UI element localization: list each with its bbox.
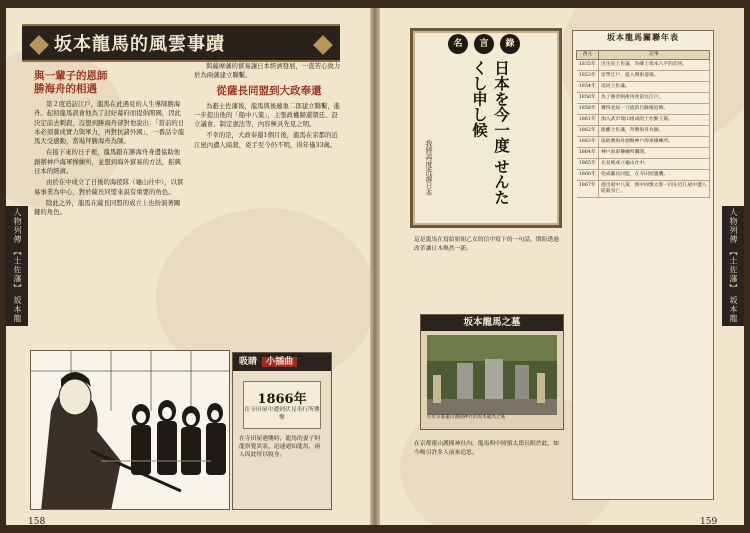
timeline-event: 獲得北辰一刀流的目錄後返鄉。 [599, 104, 710, 115]
section-heading-line: 勝海舟的相遇 [34, 83, 97, 95]
timeline-row [577, 170, 710, 181]
trivia-sidebar [232, 352, 332, 510]
trivia-label-accent: 小插曲 [262, 357, 297, 367]
timeline-year: 1858年 [577, 104, 599, 115]
left-side-tab: 人物列傳 【土佐藩】 坂本龍 [6, 206, 28, 326]
timeline-event: 協助勝海舟創辦神戶海軍操練所。 [599, 137, 710, 148]
paragraph: 第２度造訪江戶，龍馬在此遇見的人生導師勝海舟。起初龍馬誤會他為了討好幕府而提倡開國，因此決定前去刺殺，沒想到勝海舟卻對他說出：「當前的日本必須養成實力與軍力，再對抗諸外國」，一番話令龍馬大受感動，當場拜勝海舟為師。 [34, 100, 185, 146]
paragraph: 由於在中成立了日後的海援隊（龜山社中），以貿易事業為中心，對於薩長同盟來說有重要的角色。 [34, 178, 184, 196]
timeline-year: 1863年 [577, 137, 599, 148]
quote-badge: 言 [474, 34, 494, 54]
quote-badge: 錄 [500, 34, 520, 54]
timeline-title: 坂本龍馬關聯年表 [607, 32, 679, 42]
knot-ornament-icon [29, 35, 49, 55]
famous-quote: 日本を今一度 せんたくし申し候 [470, 60, 511, 205]
samurai-scene-illustration [31, 351, 230, 510]
page-number-left: 158 [28, 517, 46, 527]
section-heading-line: 與一輩子的恩師 [34, 70, 108, 82]
trivia-year-card [243, 381, 321, 429]
timeline-year: 1866年 [577, 170, 599, 181]
timeline-year: 1835年 [577, 60, 599, 71]
trivia-text: 在寺田屋遇襲時，龍馬的妻子阿龍察覺異狀，迅速通知龍馬，兩人因此得以脫身。 [239, 436, 321, 459]
trivia-year: 1866年 [257, 392, 307, 407]
page-title [22, 24, 340, 62]
grave-photo-image [427, 335, 557, 415]
section-heading: 從薩長同盟到大政奉還 [216, 84, 322, 97]
timeline-year: 1853年 [577, 71, 599, 82]
grave-description: 在京都靈山護國神社內，龍馬與中岡慎太郎長眠於此，如今吸引許多人前來追思。 [414, 441, 559, 456]
timeline-year: 1854年 [577, 82, 599, 93]
page-number-right: 159 [700, 517, 718, 527]
quote-badge: 名 [448, 34, 468, 54]
timeline-header-row [577, 51, 710, 60]
timeline-row [577, 82, 710, 93]
grave-photo-caption: 位於京都靈山護國神社的坂本龍馬之墓 [427, 415, 506, 420]
timeline-event: 提出船中八策，與中岡慎太郎一同在近江屋中遭人暗殺身亡。 [599, 181, 710, 198]
timeline-event: 出生於土佐藩，為鄉士坂本八平的次男。 [599, 60, 710, 71]
grave-photo [427, 335, 557, 415]
knot-ornament-icon [313, 35, 333, 55]
timeline-row [577, 115, 710, 126]
timeline-event: 促成薩長同盟，在寺田屋遇襲。 [599, 170, 710, 181]
quote-description: 這是龍馬在寫給姐姐乙女的信中寫下的一句話，期盼透過改革讓日本煥然一新。 [414, 237, 559, 252]
quote-badges [448, 34, 520, 54]
paragraph: 除此之外，龍馬在薩長同盟的成立上也扮演著關鍵的角色。 [34, 198, 181, 217]
right-side-tab: 人物列傳 【土佐藩】 坂本龍 [722, 206, 744, 326]
timeline-row [577, 126, 710, 137]
timeline-event: 神戶海軍操練所關閉。 [599, 148, 710, 159]
timeline-year: 1865年 [577, 159, 599, 170]
timeline-year: 1867年 [577, 181, 599, 198]
timeline-event: 在長崎成立龜山社中。 [599, 159, 710, 170]
timeline-body [577, 60, 710, 198]
page-title-text: 坂本龍馬的風雲事蹟 [54, 34, 225, 55]
grave-title: 坂本龍馬之墓 [421, 315, 563, 331]
timeline-year: 1862年 [577, 126, 599, 137]
timeline-year: 1861年 [577, 115, 599, 126]
timeline-row [577, 137, 710, 148]
timeline-table [576, 50, 710, 198]
trivia-sidebar-header [233, 353, 331, 371]
paragraph: 不幸的是，大政奉還1個月後，龍馬在京都的近江屋內遭人暗殺，兇手至今仍不明，得年僅33歲。 [194, 131, 338, 149]
timeline-event: 為了修習劍術再度前往江戶。 [599, 93, 710, 104]
timeline-row [577, 159, 710, 170]
timeline-row [577, 181, 710, 198]
timeline-header-event: 記事 [599, 51, 710, 60]
timeline-year: 1864年 [577, 148, 599, 159]
article-column-2 [194, 62, 344, 152]
timeline-event: 脫離土佐藩，拜勝海舟為師。 [599, 126, 710, 137]
trivia-year-note: 在寺田屋中遭到伏見奉行所襲擊 [244, 407, 320, 421]
paragraph: 在接下來的日子裡，龍馬跟在勝海舟身邊協助他創辦神戶海軍操練所，並想到海外貿易的方法，振興日本的經濟。 [34, 148, 181, 176]
timeline-header-year: 西元 [577, 51, 599, 60]
section-heading [34, 70, 186, 96]
timeline-event: 返回土佐藩。 [599, 82, 710, 93]
article-column-1 [34, 70, 186, 220]
paragraph: 為避土佐藩後，龍馬與後藤象二郎建立聯繫，進一步提出他的「船中八策」，主張政權歸還朝廷、設立議會、制定憲法等，內容極具先見之明。 [194, 101, 341, 129]
timeline-event: 留學江戶，進入劍術道場。 [599, 71, 710, 82]
timeline-event: 加入武市瑞山組成的土佐勤王黨。 [599, 115, 710, 126]
timeline-row [577, 104, 710, 115]
timeline-row [577, 60, 710, 71]
paragraph: 與薩摩藩的貿易讓日本經濟發展，一直苦心致力於為兩藩建立聯繫。 [194, 62, 341, 80]
quote-translation: 我將再度洗滌日本 [425, 140, 433, 196]
timeline-year: 1856年 [577, 93, 599, 104]
timeline-row [577, 71, 710, 82]
timeline-row [577, 93, 710, 104]
trivia-label: 吸睛 [239, 357, 258, 367]
manga-illustration [30, 350, 230, 510]
book-gutter [370, 8, 380, 525]
timeline-row [577, 148, 710, 159]
grave-feature-box [420, 314, 564, 430]
